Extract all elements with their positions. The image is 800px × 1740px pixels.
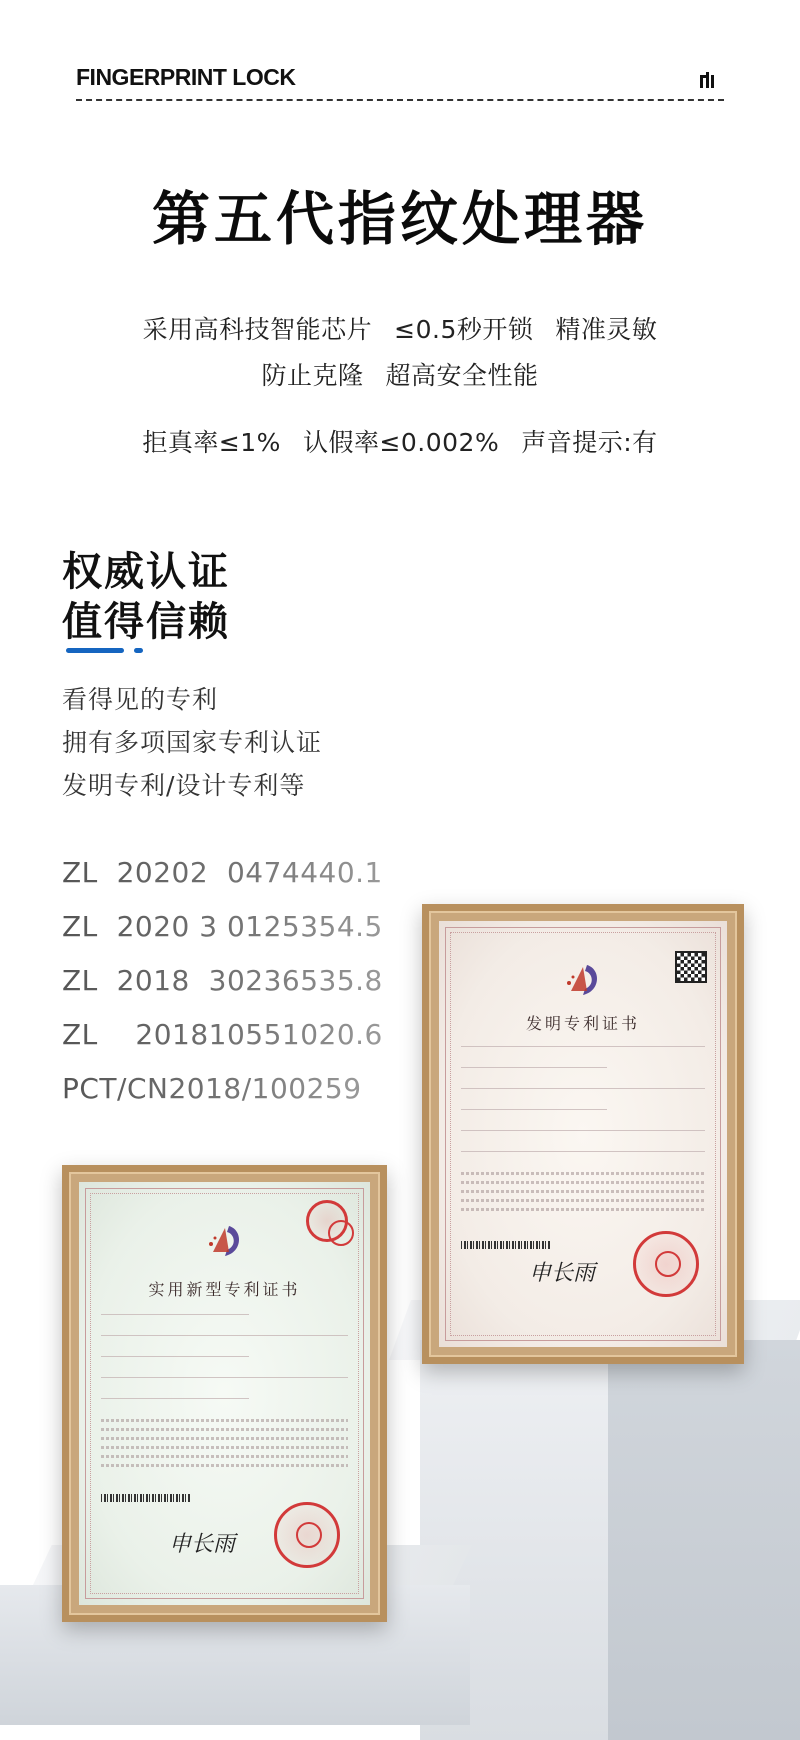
signature: 申长雨 — [529, 1261, 596, 1286]
header-title: FINGERPRINT LOCK — [76, 64, 296, 90]
official-seal-icon — [633, 1231, 699, 1297]
spec-frr: 拒真率≤1% — [142, 428, 281, 457]
invention-patent-certificate — [422, 904, 744, 1364]
cert-desc-3: 发明专利/设计专利等 — [62, 771, 306, 800]
patent-number: ZL 201810551020.6 — [62, 1018, 383, 1051]
cert-desc-1: 看得见的专利 — [62, 685, 219, 714]
utility-model-certificate — [62, 1165, 387, 1622]
feature-security: 超高安全性能 — [385, 361, 539, 390]
feature-precision: 精准灵敏 — [555, 315, 658, 344]
spec-far: 认假率≤0.002% — [302, 428, 500, 457]
feature-chip: 采用高科技智能芯片 — [142, 315, 373, 344]
cert-heading-line-2: 值得信赖 — [62, 599, 230, 645]
official-seal-icon — [274, 1502, 340, 1568]
pedestal-back-side — [608, 1340, 800, 1740]
cert-heading-line-1: 权威认证 — [62, 549, 230, 595]
patent-office-logo-icon — [203, 1222, 247, 1262]
certificate-paper — [439, 921, 727, 1347]
feature-line-1 — [0, 310, 800, 346]
barcode-icon — [101, 1494, 191, 1502]
patent-number: ZL 2018 30236535.8 — [62, 964, 383, 997]
qr-code-icon — [675, 951, 707, 983]
patent-number: ZL 20202 0474440.1 — [62, 856, 383, 889]
certificate-paper — [79, 1182, 370, 1605]
header-divider — [76, 99, 724, 101]
patent-office-logo-icon — [561, 961, 605, 1001]
certificate-body — [101, 1314, 348, 1473]
heading-accent-bar — [66, 648, 124, 653]
brand-mark-icon — [700, 72, 714, 88]
signature: 申长雨 — [169, 1532, 236, 1557]
heading-accent-dot — [134, 648, 143, 653]
top-seal-icon — [306, 1200, 348, 1242]
hero-title: 第五代指纹处理器 — [151, 185, 648, 253]
certificate-title: 发明专利证书 — [525, 1014, 640, 1033]
feature-anti-clone: 防止克隆 — [261, 361, 364, 390]
patent-number: ZL 2020 3 0125354.5 — [62, 910, 383, 943]
barcode-icon — [461, 1241, 551, 1249]
patent-number: PCT/CN2018/100259 — [62, 1072, 362, 1105]
feature-unlock-speed: ≤0.5秒开锁 — [394, 315, 534, 344]
spec-line — [0, 423, 800, 459]
feature-line-2 — [0, 356, 800, 392]
certificate-title: 实用新型专利证书 — [148, 1280, 301, 1299]
certificate-body — [461, 1046, 705, 1217]
spec-sound: 声音提示:有 — [521, 428, 658, 457]
cert-desc-2: 拥有多项国家专利认证 — [62, 728, 323, 757]
